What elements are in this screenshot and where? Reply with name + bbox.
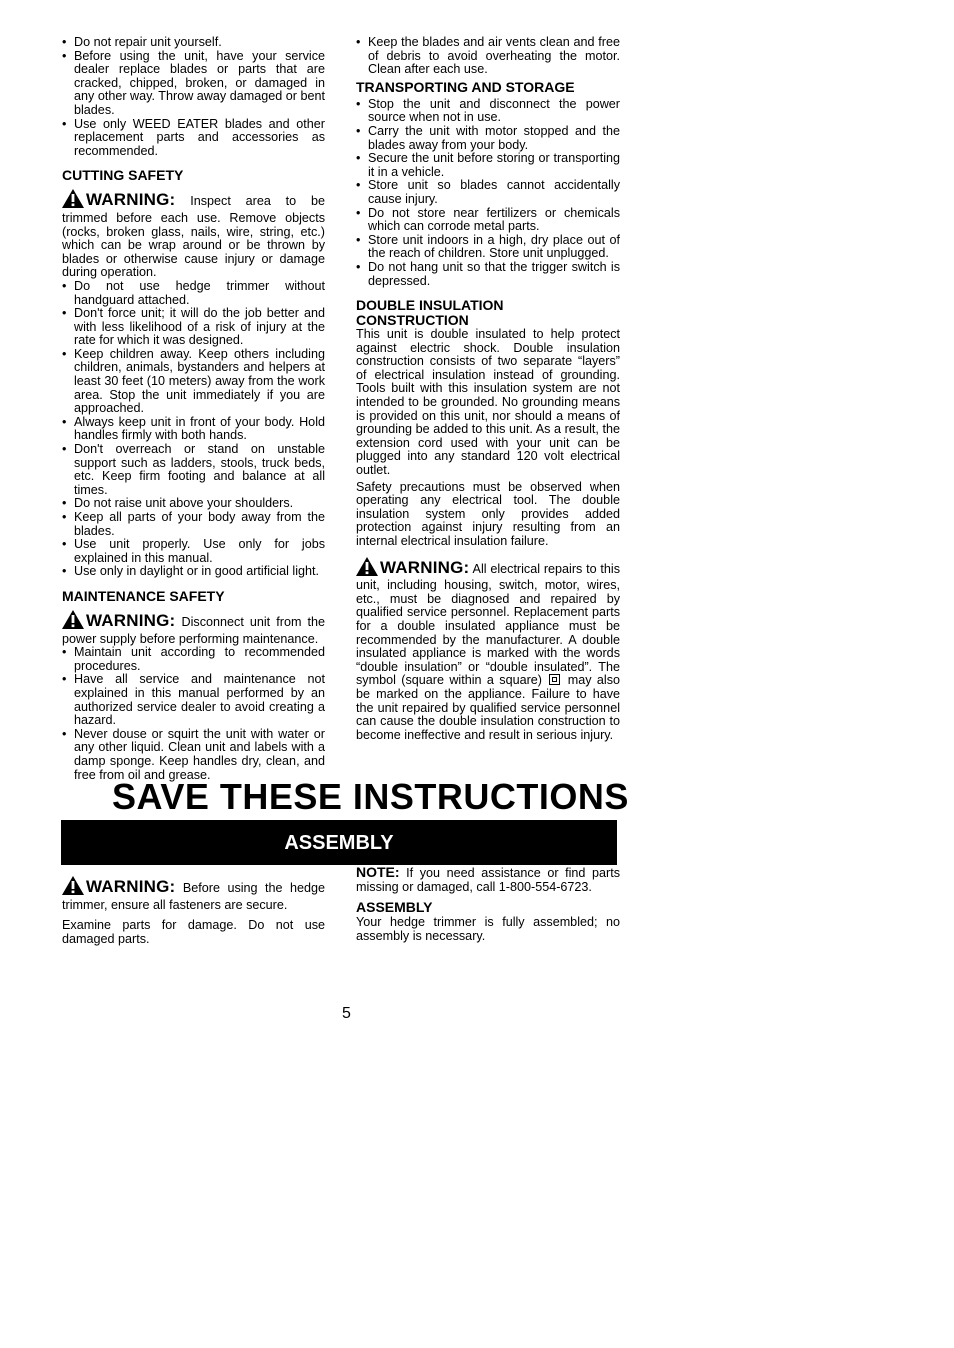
maintenance-safety-list <box>62 646 325 782</box>
assembly-warning <box>62 876 325 912</box>
cutting-safety-warning <box>62 189 325 280</box>
warning-text: may also be marked on the appliance. Failure to have the unit repaired by qualified service personnel can cause the double insulation construction to become ineffective and result in serious injury. <box>356 673 620 742</box>
warning-triangle-icon <box>62 189 84 212</box>
left-column <box>62 36 325 782</box>
cutting-safety-list <box>62 280 325 579</box>
list-item: • Do not raise unit above your shoulders. <box>62 497 325 511</box>
list-item: • Keep the blades and air vents clean and free of debris to avoid overheating the motor. Clean after each use. <box>356 36 620 77</box>
warning-text: All electrical repairs to this unit, including housing, switch, motor, wires, etc., must be diagnosed and repaired by qualified service personnel. Replacement parts for a double insulated appliance must be recommended by the manufacturer. A double insulated appliance is marked with the words “double insulation” or “double insulated”. The symbol (square within a square) <box>356 561 621 688</box>
cutting-safety-heading: CUTTING SAFETY <box>62 167 184 184</box>
assembly-left-column <box>62 876 325 946</box>
warning-text: Before using the hedge trimmer, ensure all fasteners are secure. <box>62 881 325 912</box>
assembly-banner-label: ASSEMBLY <box>284 832 394 854</box>
list-item: • Maintain unit according to recommended procedures. <box>62 646 325 673</box>
transporting-list <box>356 98 620 288</box>
list-item: • Do not store near fertilizers or chemicals which can corrode metal parts. <box>356 207 620 234</box>
maintenance-safety-warning <box>62 610 325 646</box>
warning-label: WARNING: <box>86 877 176 896</box>
assembly-paragraph: Your hedge trimmer is fully assembled; no assembly is necessary. <box>356 915 620 943</box>
list-item: • Stop the unit and disconnect the power source when not in use. <box>356 98 620 125</box>
list-item: • Don't overreach or stand on unstable support such as ladders, stools, truck beds, etc. Keep firm footing and balance at all times. <box>62 443 325 497</box>
list-item: • Do not use hedge trimmer without handguard attached. <box>62 280 325 307</box>
list-item: • Keep children away. Keep others including children, animals, bystanders and helpers at least 30 feet (10 meters) away from the work area. Stop the unit immediately if you are approached. <box>62 348 325 416</box>
note-paragraph <box>356 866 620 894</box>
note-text: If you need assistance or find parts missing or damaged, call 1-800-554-6723. <box>356 866 620 894</box>
safety-precautions-paragraph: Safety precautions must be observed when operating any electrical tool. The double insulation system only provides added protection against injury resulting from an internal electrical insulation failure. <box>356 479 620 548</box>
warning-triangle-icon <box>62 876 84 899</box>
list-item: • Use only in daylight or in good artificial light. <box>62 565 325 579</box>
assembly-right-column <box>356 866 620 943</box>
note-label: NOTE: <box>356 864 400 880</box>
maintenance-safety-heading: MAINTENANCE SAFETY <box>62 587 225 604</box>
double-insulation-symbol-icon <box>549 674 560 685</box>
warning-label: WARNING: <box>380 557 470 577</box>
list-item: • Don't force unit; it will do the job better and with less likelihood of a risk of injury at the rate for which it was designed. <box>62 307 325 348</box>
warning-label: WARNING: <box>86 610 176 630</box>
warning-triangle-icon <box>356 557 378 580</box>
heading-line: DOUBLE INSULATION <box>356 297 504 314</box>
right-column <box>356 36 620 742</box>
heading-line: CONSTRUCTION <box>356 312 469 329</box>
intro-bullet-list <box>356 36 620 77</box>
page-number: 5 <box>342 1005 351 1022</box>
list-item: • Keep all parts of your body away from the blades. <box>62 511 325 538</box>
examine-parts-paragraph: Examine parts for damage. Do not use damaged parts. <box>62 918 325 946</box>
warning-label: WARNING: <box>86 190 176 210</box>
list-item: • Do not repair unit yourself. <box>62 36 325 50</box>
list-item: • Use unit properly. Use only for jobs explained in this manual. <box>62 538 325 565</box>
list-item: • Store unit so blades cannot accidentally cause injury. <box>356 179 620 206</box>
electrical-repairs-warning <box>356 557 620 743</box>
list-item: • Always keep unit in front of your body. Hold handles firmly with both hands. <box>62 416 325 443</box>
list-item: • Before using the unit, have your service dealer replace blades or parts that are cracked, chipped, broken, or damaged in any other way. Throw away damaged or bent blades. <box>62 50 325 118</box>
list-item: • Secure the unit before storing or transporting it in a vehicle. <box>356 152 620 179</box>
save-instructions-title: SAVE THESE INSTRUCTIONS <box>112 776 629 817</box>
transporting-heading: TRANSPORTING AND STORAGE <box>356 78 575 95</box>
list-item: • Carry the unit with motor stopped and the blades away from your body. <box>356 125 620 152</box>
list-item: • Have all service and maintenance not explained in this manual performed by an authorized service dealer to avoid creating a hazard. <box>62 673 325 727</box>
intro-bullet-list <box>62 36 325 158</box>
assembly-banner <box>61 820 617 865</box>
list-item: • Store unit indoors in a high, dry place out of the reach of children. Store unit unplugged. <box>356 234 620 261</box>
warning-text: Inspect area to be trimmed before each use. Remove objects (rocks, broken glass, nails, wire, string, etc.) which can be wrap around or be thrown by blades or otherwise cause injury or damage during operation. <box>62 194 325 280</box>
list-item: • Use only WEED EATER blades and other replacement parts and accessories as recommended. <box>62 118 325 159</box>
assembly-heading: ASSEMBLY <box>356 899 433 916</box>
list-item: • Do not hang unit so that the trigger switch is depressed. <box>356 261 620 288</box>
warning-triangle-icon <box>62 610 84 633</box>
list-item: • Never douse or squirt the unit with water or any other liquid. Clean unit and labels with a damp sponge. Keep handles dry, clean, and free from oil and grease. <box>62 728 325 782</box>
double-insulation-paragraph: This unit is double insulated to help protect against electric shock. Double insulation construction consists of two separate “layers” of electrical insulation instead of grounding. Tools built with this insulation system are not intended to be grounded. No grounding means is provided on this unit, nor should a means of grounding be added to this unit. As a result, the extension cord used with your unit can be plugged into any standard 120 volt electrical outlet. <box>356 327 620 478</box>
double-insulation-heading <box>356 298 620 328</box>
warning-text: Disconnect unit from the power supply before performing maintenance. <box>62 614 326 646</box>
